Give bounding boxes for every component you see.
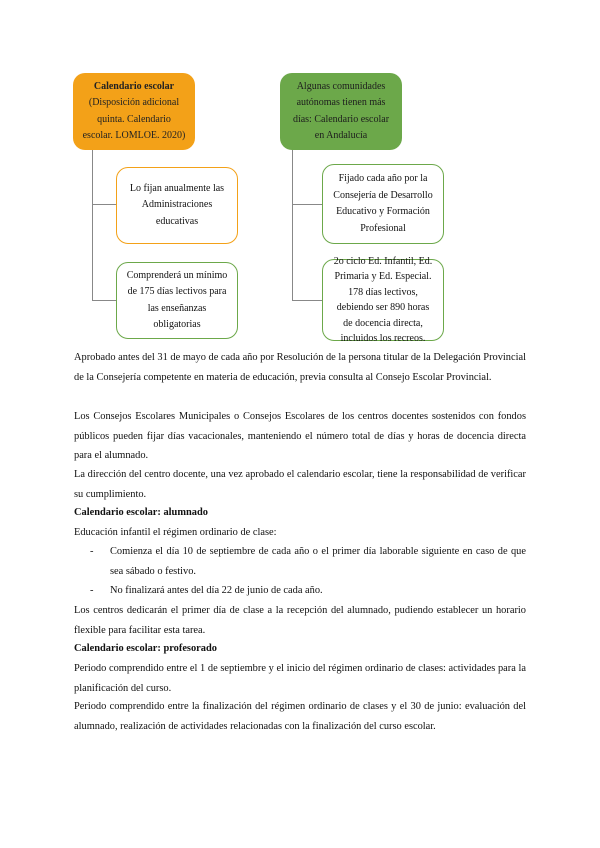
paragraph-period-1: Periodo comprendido entre el 1 de septiembre y el inicio del régimen ordinario de clases: actividades para la planificación del curso. — [74, 663, 526, 694]
left-connector-branch-1 — [92, 204, 116, 205]
heading-profesorado: Calendario escolar: profesorado — [74, 643, 217, 654]
left-child-2-box — [116, 262, 238, 339]
paragraph-councils: Los Consejos Escolares Municipales o Consejos Escolares de los centros docentes sostenidos con fondos públicos pueden fijar días vacacionales, manteniendo el número total de días y horas de docencia directa para el alumnado. — [74, 411, 526, 462]
right-connector-vertical — [292, 150, 293, 300]
paragraph-direction: La dirección del centro docente, una vez aprobado el calendario escolar, tiene la responsabilidad de verificar su cumplimiento. — [74, 469, 526, 500]
right-header-title: Algunas comunidades autónomas tienen más días: Calendario escolar en Andalucía — [292, 80, 390, 141]
left-connector-branch-2 — [92, 300, 116, 301]
left-header-box — [73, 73, 195, 150]
paragraph-period-2: Periodo comprendido entre la finalización del régimen ordinario de clases y el 30 de junio: evaluación del alumnado, realización de actividades relacionadas con la finalización del curso escolar. — [74, 701, 526, 732]
bullet-dash: - — [90, 546, 94, 557]
right-child-2-box — [322, 255, 444, 344]
right-child-1-box — [322, 164, 444, 244]
right-child-2-text: 2o ciclo Ed. Infantil, Ed. Primaria y Ed. Especial. 178 días lectivos, debiendo ser 890 horas de docencia directa, incluidos los recreos. — [333, 255, 433, 344]
left-child-2-text: Comprenderá un mínimo de 175 días lectivos para las enseñanzas obligatorias — [126, 269, 228, 330]
left-header-title: Calendario escolar — [93, 80, 175, 92]
right-header-box — [280, 73, 402, 150]
left-connector-vertical — [92, 150, 93, 300]
paragraph-approval: Aprobado antes del 31 de mayo de cada año por Resolución de la persona titular de la Delegación Provincial de la Consejería competente en materia de educación, previa consulta al Consejo Escolar Provincial. — [74, 352, 526, 383]
heading-alumnado: Calendario escolar: alumnado — [74, 507, 208, 518]
right-connector-branch-2 — [292, 300, 322, 301]
bullet-dash: - — [90, 585, 94, 596]
right-child-1-text: Fijado cada año por la Consejería de Desarrollo Educativo y Formación Profesional — [333, 173, 433, 234]
left-child-1-text: Lo fijan anualmente las Administraciones educativas — [129, 182, 225, 227]
bullet-item-start — [90, 542, 526, 581]
left-header-subtitle: (Disposición adicional quinta. Calendario escolar. LOMLOE. 2020) — [82, 97, 186, 141]
paragraph-first-day: Los centros dedicarán el primer día de clase a la recepción del alumnado, pudiendo establecer un horario flexible para facilitar esta tarea. — [74, 605, 526, 636]
bullet-text-end: No finalizará antes del día 22 de junio de cada año. — [110, 585, 323, 596]
bullet-text-start: Comienza el día 10 de septiembre de cada año o el primer día laborable siguiente en caso de que sea sábado o festivo. — [110, 546, 526, 577]
bullet-item-end — [90, 581, 526, 601]
left-child-1-box — [116, 167, 238, 244]
paragraph-infantil: Educación infantil el régimen ordinario de clase: — [74, 527, 277, 538]
right-connector-branch-1 — [292, 204, 322, 205]
